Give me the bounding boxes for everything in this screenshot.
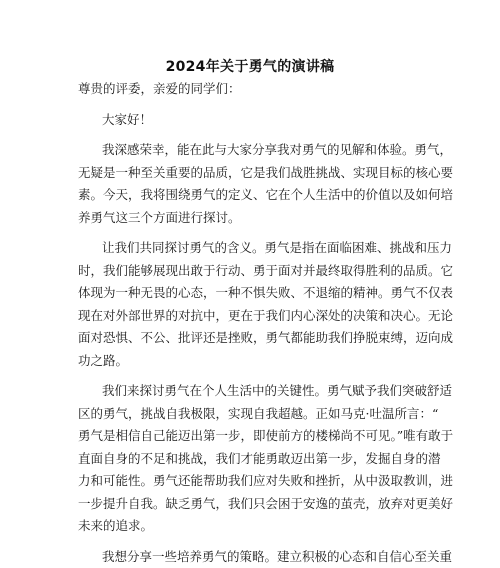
paragraph-gap — [78, 538, 423, 546]
document-body — [78, 78, 423, 568]
paragraph-line: 我想分享一些培养勇气的策略。建立积极的心态和自信心至关重 — [78, 546, 423, 568]
paragraph-line: 面对恐惧、不公、批评还是挫败，勇气都能助我们挣脱束缚，迈向成 — [78, 327, 423, 350]
paragraph-gap — [78, 372, 423, 380]
paragraph-gap — [78, 101, 423, 109]
paragraph-line: 无疑是一种至关重要的品质，它是我们战胜挑战、实现目标的核心要 — [78, 162, 423, 185]
paragraph-line: 素。今天，我将围绕勇气的定义、它在个人生活中的价值以及如何培 — [78, 184, 423, 207]
paragraph-line: 勇气是相信自己能迈出第一步，即使前方的楼梯尚不可见。”唯有敢于 — [78, 425, 423, 448]
salutation-line: 尊贵的评委，亲爱的同学们： — [78, 78, 423, 101]
paragraph-line: 未来的追求。 — [78, 515, 423, 538]
document-title: 2024年关于勇气的演讲稿 — [0, 57, 500, 77]
paragraph-line: 时，我们能够展现出敢于行动、勇于面对并最终取得胜利的品质。它 — [78, 260, 423, 283]
paragraph-line: 养勇气这三个方面进行探讨。 — [78, 207, 423, 230]
paragraph-line: 现在对外部世界的对抗中，更在于我们内心深处的决策和决心。无论 — [78, 305, 423, 328]
paragraph-gap — [78, 131, 423, 139]
paragraph-line: 力和可能性。勇气还能帮助我们应对失败和挫折，从中汲取教训，进 — [78, 470, 423, 493]
paragraph-line: 让我们共同探讨勇气的含义。勇气是指在面临困难、挑战和压力 — [78, 237, 423, 260]
paragraph-line: 一步提升自我。缺乏勇气，我们只会困于安逸的茧壳，放弃对更美好 — [78, 493, 423, 516]
paragraph-line: 我深感荣幸，能在此与大家分享我对勇气的见解和体验。勇气， — [78, 139, 423, 162]
paragraph-line: 区的勇气，挑战自我极限，实现自我超越。正如马克·吐温所言：“ — [78, 403, 423, 426]
paragraph-gap — [78, 229, 423, 237]
paragraph-line: 直面自身的不足和挑战，我们才能勇敢迈出第一步，发掘自身的潜 — [78, 448, 423, 471]
paragraph-line: 我们来探讨勇气在个人生活中的关键性。勇气赋予我们突破舒适 — [78, 380, 423, 403]
paragraph-line: 体现为一种无畏的心态，一种不惧失败、不退缩的精神。勇气不仅表 — [78, 282, 423, 305]
greeting-line: 大家好！ — [78, 109, 423, 132]
paragraph-line: 功之路。 — [78, 350, 423, 373]
